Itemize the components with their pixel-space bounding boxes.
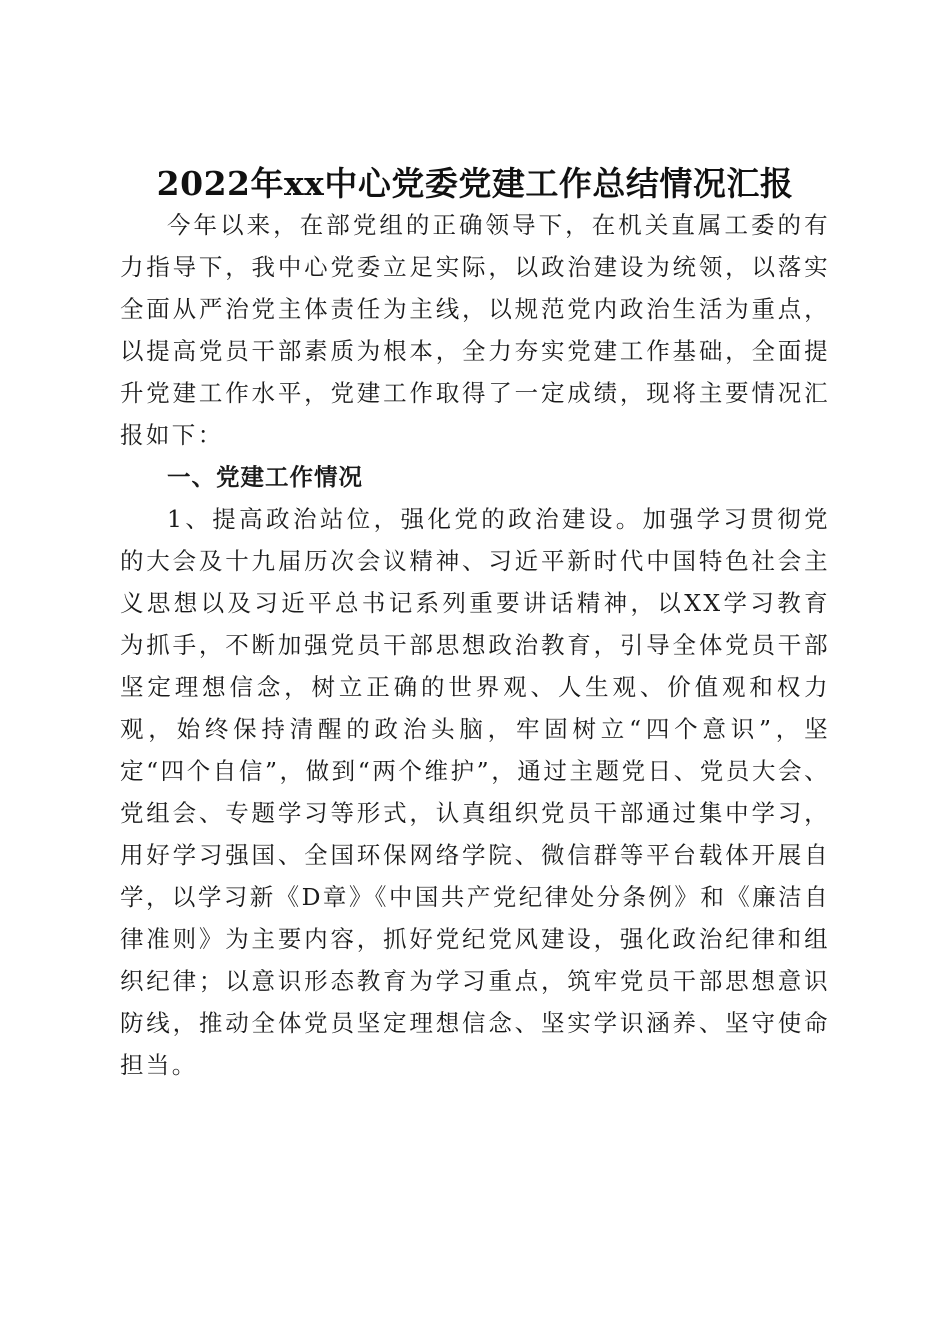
document-title: 2022年xx中心党委党建工作总结情况汇报 (156, 164, 794, 204)
intro-paragraph: 今年以来，在部党组的正确领导下，在机关直属工委的有力指导下，我中心党委立足实际，以政治建设为统领，以落实全面从严治党主体责任为主线，以规范党内政治生活为重点，以提高党员干部素质为根本，全力夯实党建工作基础，全面提升党建工作水平，党建工作取得了一定成绩，现将主要情况汇报如下： (120, 211, 830, 449)
section-paragraph: 1、提高政治站位，强化党的政治建设。加强学习贯彻党的大会及十九届历次会议精神、习近平新时代中国特色社会主义思想以及习近平总书记系列重要讲话精神，以XX学习教育为抓手，不断加强党员干部思想政治教育，引导全体党员干部坚定理想信念，树立正确的世界观、人生观、价值观和权力观，始终保持清醒的政治头脑，牢固树立“四个意识”，坚定“四个自信”，做到“两个维护”，通过主题党日、党员大会、党组会、专题学习等形式，认真组织党员干部通过集中学习，用好学习强国、全国环保网络学院、微信群等平台载体开展自学，以学习新《D章》《中国共产党纪律处分条例》和《廉洁自律准则》为主要内容，抓好党纪党风建设，强化政治纪律和组织纪律；以意识形态教育为学习重点，筑牢党员干部思想意识防线，推动全体党员坚定理想信念、坚实学识涵养、坚守使命担当。 (120, 505, 830, 1079)
document-body (120, 204, 830, 1086)
section-heading: 一、党建工作情况 (167, 463, 363, 491)
